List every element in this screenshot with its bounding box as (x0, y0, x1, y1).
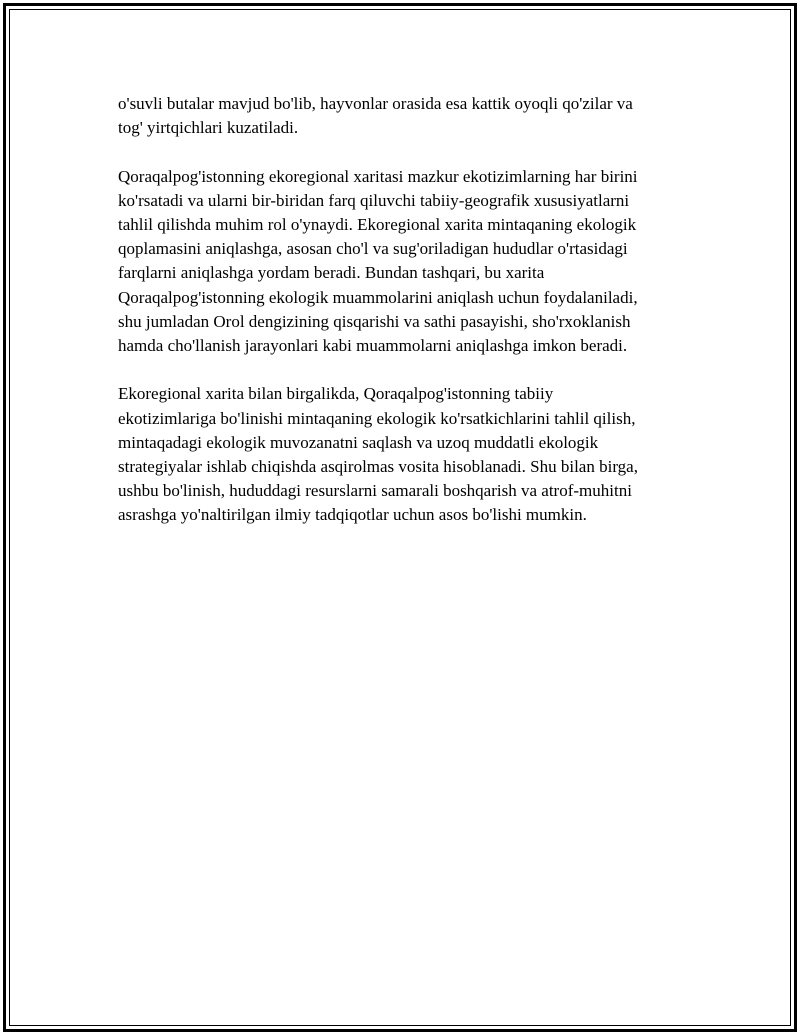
document-body (118, 92, 688, 552)
paragraph-2: Qoraqalpog'istonning ekoregional xaritasi mazkur ekotizimlarning har birini ko'rsatadi va ularni bir-biridan farq qiluvchi tabiiy-geografik xususiyatlarni tahlil qilishda muhim rol o'ynaydi. Ekoregional xarita mintaqaning ekologik qoplamasini aniqlashga, asosan cho'l va sug'oriladigan hududlar o'rtasidagi farqlarni aniqlashga yordam beradi. Bundan tashqari, bu xarita Qoraqalpog'istonning ekologik muammolarini aniqlash uchun foydalaniladi, shu jumladan Orol dengizining qisqarishi va sathi pasayishi, sho'rxoklanish hamda cho'llanish jarayonlari kabi muammolarni aniqlashga imkon beradi. (118, 166, 638, 356)
paragraph-3: Ekoregional xarita bilan birgalikda, Qoraqalpog'istonning tabiiy ekotizimlariga bo'linishi mintaqaning ekologik ko'rsatkichlarini tahlil qilish, mintaqadagi ekologik muvozanatni saqlash va uzoq muddatli ekologik strategiyalar ishlab chiqishda asqirolmas vosita hisoblanadi. Shu bilan birga, ushbu bo'linish, hududdagi resurslarni samarali boshqarish va atrof-muhitni asrashga yo'naltirilgan ilmiy tadqiqotlar uchun asos bo'lishi mumkin. (118, 384, 638, 525)
paragraph-1: o'suvli butalar mavjud bo'lib, hayvonlar orasida esa kattik oyoqli qo'zilar va tog' yirtqichlari kuzatiladi. (118, 94, 633, 138)
